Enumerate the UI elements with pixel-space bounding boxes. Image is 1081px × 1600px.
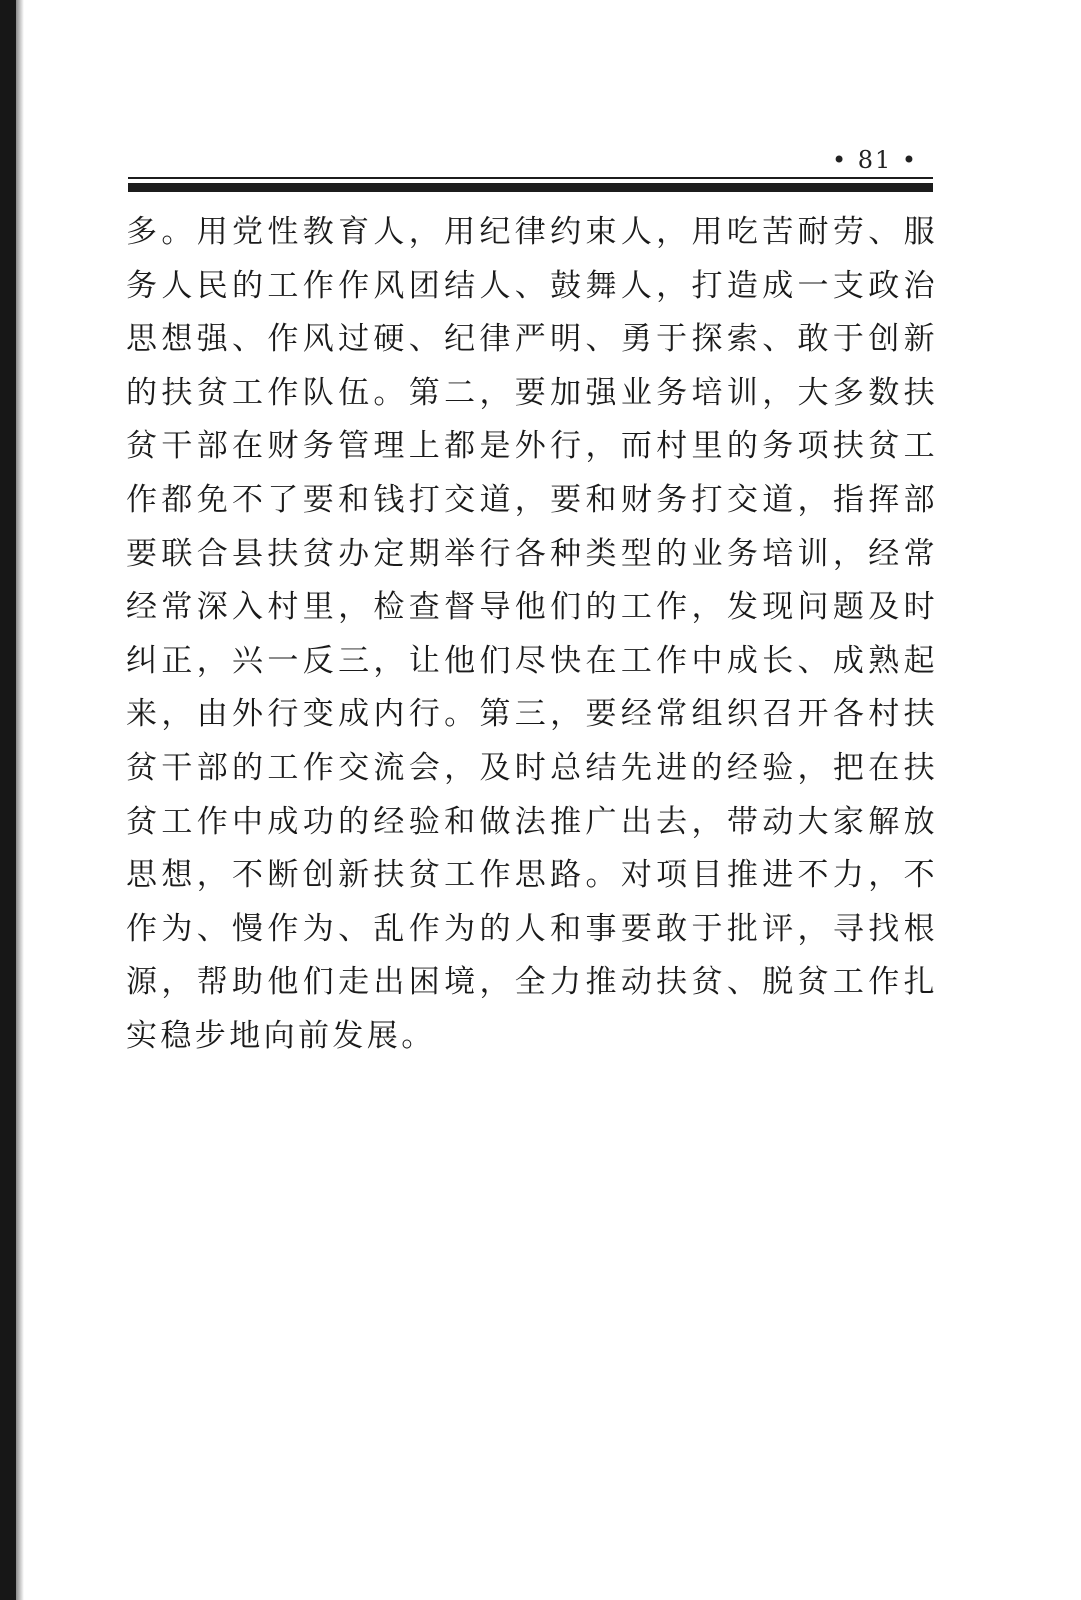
scan-border-shadow — [16, 0, 24, 1600]
header-rule-thin — [128, 177, 933, 179]
page-number: • 81 • — [831, 146, 919, 174]
scan-border — [0, 0, 16, 1600]
header-rule-thick — [128, 183, 933, 192]
body-paragraph: 多。用党性教育人，用纪律约束人，用吃苦耐劳、服务人民的工作作风团结人、鼓舞人，打造成一支政治思想强、作风过硬、纪律严明、勇于探索、敢于创新的扶贫工作队伍。第二，要加强业务培训，大多数扶贫干部在财务管理上都是外行，而村里的务项扶贫工作都免不了要和钱打交道，要和财务打交道，指挥部要联合县扶贫办定期举行各种类型的业务培训，经常经常深入村里，检查督导他们的工作，发现问题及时纠正，兴一反三，让他们尽快在工作中成长、成熟起来，由外行变成内行。第三，要经常组织召开各村扶贫干部的工作交流会，及时总结先进的经验，把在扶贫工作中成功的经验和做法推广出去，带动大家解放思想，不断创新扶贫工作思路。对项目推进不力，不作为、慢作为、乱作为的人和事要敢于批评，寻找根源，帮助他们走出困境，全力推动扶贫、脱贫工作扎实稳步地向前发展。 — [126, 214, 938, 1054]
